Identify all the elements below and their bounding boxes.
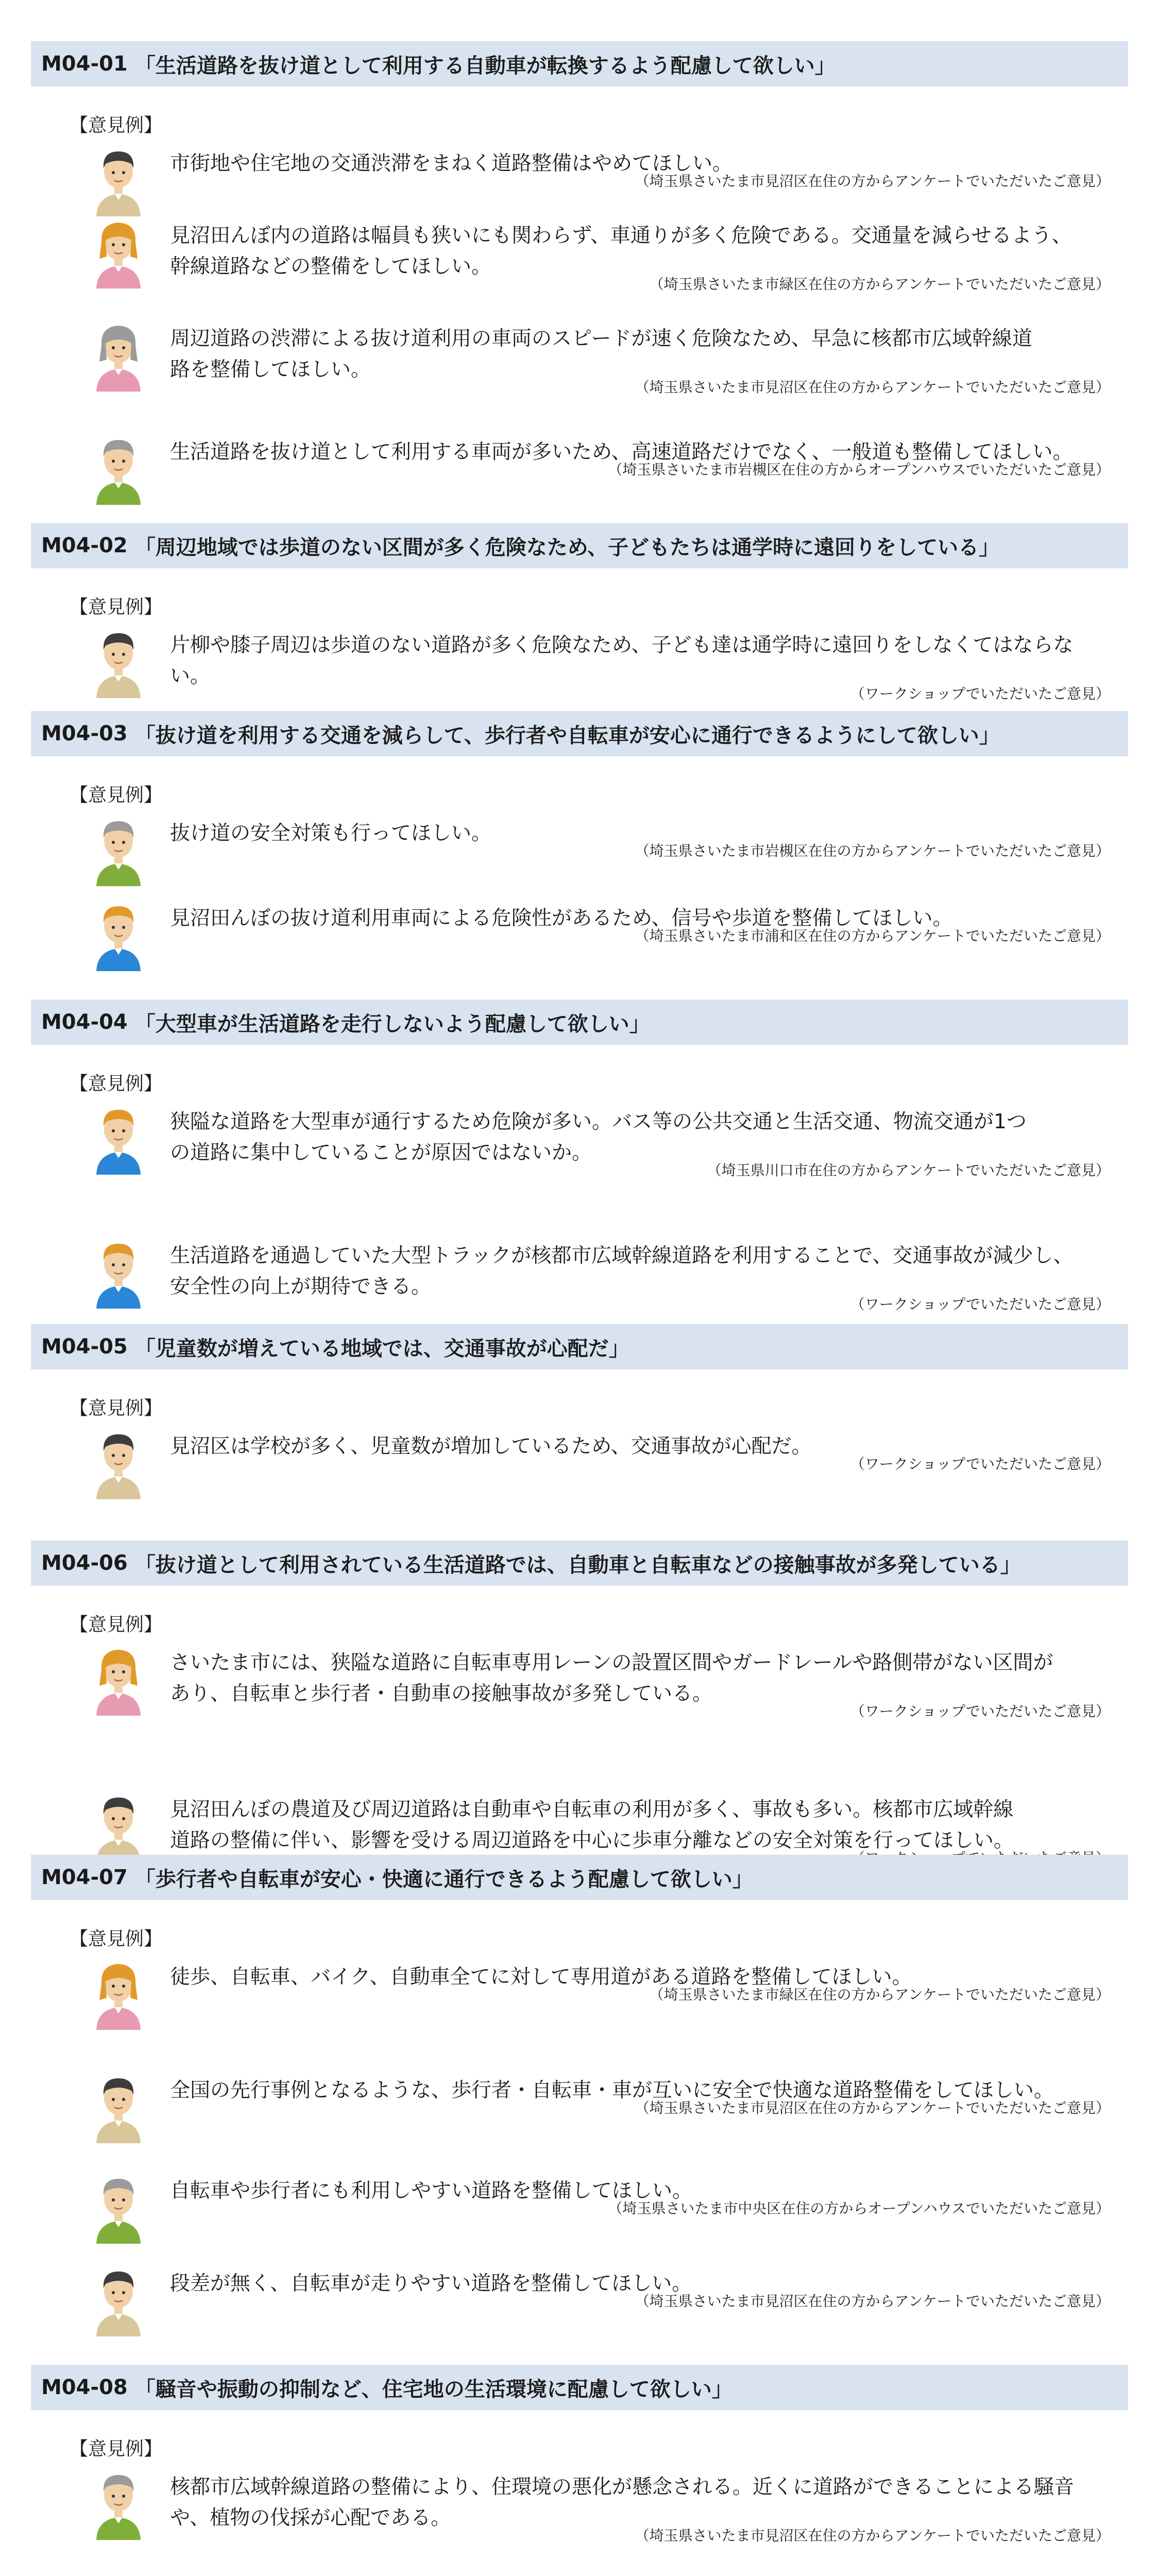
opinion-text-line: 見沼田んぼの抜け道利用車両による危険性があるため、信号や歩道を整備してほしい。 bbox=[170, 907, 953, 930]
opinion-text-line: 全国の先行事例となるような、歩行者・自転車・車が互いに安全で快適な道路整備をしてほしい。 bbox=[170, 2079, 1054, 2102]
woman-orange-hair-pink-shirt-avatar-icon bbox=[90, 216, 147, 289]
opinion-text-line: 路を整備してほしい。 bbox=[170, 358, 371, 381]
opinion-text-line: 見沼田んぼの農道及び周辺道路は自動車や自転車の利用が多く、事故も多い。核都市広域幹線 bbox=[170, 1798, 1014, 1821]
section-code: M04-07 bbox=[41, 1866, 128, 1889]
opinion-source: （埼玉県川口市在住の方からアンケートでいただいたご意見） bbox=[707, 1162, 1110, 1179]
opinion-source: （埼玉県さいたま市見沼区在住の方からアンケートでいただいたご意見） bbox=[635, 379, 1110, 396]
section-header bbox=[31, 1324, 1128, 1369]
opinion-text-line: 片柳や膝子周辺は歩道のない道路が多く危険なため、子ども達は通学時に遠回りをしなくてはならな bbox=[170, 634, 1073, 657]
section-title: 「大型車が生活道路を走行しないよう配慮して欲しい」 bbox=[134, 1012, 650, 1036]
opinion-source: （ワークショップでいただいたご意見） bbox=[850, 1296, 1110, 1313]
man-dark-hair-beige-shirt-avatar-icon bbox=[90, 2071, 147, 2143]
opinion-examples-label: 【意見例】 bbox=[70, 597, 163, 618]
woman-orange-hair-pink-shirt-avatar-icon bbox=[90, 1958, 147, 2030]
man-dark-hair-beige-shirt-avatar-icon bbox=[90, 2264, 147, 2336]
section-code: M04-02 bbox=[41, 534, 128, 557]
opinion-source: （埼玉県さいたま市見沼区在住の方からアンケートでいただいたご意見） bbox=[635, 2293, 1110, 2310]
opinion-text-line: 抜け道の安全対策も行ってほしい。 bbox=[170, 822, 492, 845]
section-header bbox=[31, 711, 1128, 756]
section-title: 「周辺地域では歩道のない区間が多く危険なため、子どもたちは通学時に遠回りをしている」 bbox=[134, 535, 1000, 560]
section-title: 「生活道路を抜け道として利用する自動車が転換するよう配慮して欲しい」 bbox=[134, 54, 836, 78]
opinion-text-line: さいたま市には、狭隘な道路に自転車専用レーンの設置区間やガードレールや路側帯がない区間が bbox=[170, 1651, 1053, 1674]
opinion-source: （埼玉県さいたま市岩槻区在住の方からオープンハウスでいただいたご意見） bbox=[608, 461, 1110, 478]
opinion-examples-label: 【意見例】 bbox=[70, 115, 163, 136]
opinion-source: （埼玉県さいたま市見沼区在住の方からアンケートでいただいたご意見） bbox=[635, 173, 1110, 190]
man-dark-hair-beige-shirt-avatar-icon bbox=[90, 144, 147, 216]
opinion-text-line: 徒歩、自転車、バイク、自動車全てに対して専用道がある道路を整備してほしい。 bbox=[170, 1965, 912, 1989]
opinion-text-line: 狭隘な道路を大型車が通行するため危険が多い。バス等の公共交通と生活交通、物流交通が1つ bbox=[170, 1110, 1027, 1133]
opinion-text-line: い。 bbox=[170, 665, 211, 688]
section-header bbox=[31, 1540, 1128, 1586]
opinion-text-line: 核都市広域幹線道路の整備により、住環境の悪化が懸念される。近くに道路ができることによる騒音 bbox=[170, 2476, 1075, 2499]
man-gray-hair-green-shirt-avatar-icon bbox=[90, 2468, 147, 2540]
section-code: M04-08 bbox=[41, 2376, 128, 2399]
section-header bbox=[31, 41, 1128, 87]
man-orange-hair-blue-shirt-avatar-icon bbox=[90, 899, 147, 971]
opinion-examples-label: 【意見例】 bbox=[70, 1073, 163, 1094]
section-header bbox=[31, 999, 1128, 1045]
man-gray-hair-green-shirt-avatar-icon bbox=[90, 814, 147, 886]
opinion-text-line: 自転車や歩行者にも利用しやすい道路を整備してほしい。 bbox=[170, 2179, 693, 2202]
section-code: M04-01 bbox=[41, 52, 128, 76]
opinion-source: （ワークショップでいただいたご意見） bbox=[850, 1455, 1110, 1472]
opinion-text-line: 生活道路を通過していた大型トラックが核都市広域幹線道路を利用することで、交通事故が減少し、 bbox=[170, 1244, 1073, 1267]
section-title: 「抜け道として利用されている生活道路では、自動車と自転車などの接触事故が多発している」 bbox=[134, 1553, 1021, 1577]
opinion-source: （埼玉県さいたま市見沼区在住の方からアンケートでいただいたご意見） bbox=[635, 2099, 1110, 2116]
opinion-examples-label: 【意見例】 bbox=[70, 785, 163, 806]
woman-orange-hair-pink-shirt-avatar-icon bbox=[90, 1643, 147, 1716]
opinion-source: （埼玉県さいたま市岩槻区在住の方からアンケートでいただいたご意見） bbox=[635, 842, 1110, 859]
section-title: 「抜け道を利用する交通を減らして、歩行者や自転車が安心に通行できるようにして欲しい」 bbox=[134, 723, 1000, 748]
opinion-examples-label: 【意見例】 bbox=[70, 1928, 163, 1950]
man-dark-hair-beige-shirt-avatar-icon bbox=[90, 1790, 147, 1862]
section-title: 「歩行者や自転車が安心・快適に通行できるよう配慮して欲しい」 bbox=[134, 1867, 753, 1891]
opinion-text-line: 市街地や住宅地の交通渋滞をまねく道路整備はやめてほしい。 bbox=[170, 152, 733, 175]
section-header bbox=[31, 2365, 1128, 2410]
opinion-text-line: 生活道路を抜け道として利用する車両が多いため、高速道路だけでなく、一般道も整備してほしい。 bbox=[170, 440, 1073, 464]
opinion-source: （埼玉県さいたま市緑区在住の方からアンケートでいただいたご意見） bbox=[649, 1986, 1110, 2003]
opinion-source: （埼玉県さいたま市見沼区在住の方からアンケートでいただいたご意見） bbox=[635, 2527, 1110, 2544]
opinion-examples-label: 【意見例】 bbox=[70, 1398, 163, 1419]
opinion-text-line: あり、自転車と歩行者・自動車の接触事故が多発している。 bbox=[170, 1682, 713, 1705]
section-title: 「児童数が増えている地域では、交通事故が心配だ」 bbox=[134, 1336, 629, 1361]
man-gray-hair-green-shirt-avatar-icon bbox=[90, 2172, 147, 2244]
section-code: M04-06 bbox=[41, 1551, 128, 1575]
section-code: M04-04 bbox=[41, 1010, 128, 1034]
opinion-examples-label: 【意見例】 bbox=[70, 2438, 163, 2460]
opinion-text-line: 見沼区は学校が多く、児童数が増加しているため、交通事故が心配だ。 bbox=[170, 1435, 812, 1458]
man-dark-hair-beige-shirt-avatar-icon bbox=[90, 1427, 147, 1499]
opinion-source: （埼玉県さいたま市緑区在住の方からアンケートでいただいたご意見） bbox=[649, 276, 1110, 293]
opinion-text-line: 道路の整備に伴い、影響を受ける周辺道路を中心に歩車分離などの安全対策を行ってほしい。 bbox=[170, 1829, 1014, 1852]
opinion-text-line: 見沼田んぼ内の道路は幅員も狭いにも関わらず、車通りが多く危険である。交通量を減らせるよう、 bbox=[170, 224, 1072, 247]
opinion-source: （埼玉県さいたま市浦和区在住の方からアンケートでいただいたご意見） bbox=[635, 927, 1110, 944]
man-orange-hair-blue-shirt-avatar-icon bbox=[90, 1236, 147, 1309]
section-code: M04-03 bbox=[41, 722, 128, 745]
opinion-source: （埼玉県さいたま市中央区在住の方からオープンハウスでいただいたご意見） bbox=[608, 2200, 1110, 2217]
woman-gray-hair-pink-shirt-avatar-icon bbox=[90, 319, 147, 392]
opinion-text-line: 段差が無く、自転車が走りやすい道路を整備してほしい。 bbox=[170, 2272, 692, 2295]
man-dark-hair-beige-shirt-avatar-icon bbox=[90, 626, 147, 698]
section-title: 「騒音や振動の抑制など、住宅地の生活環境に配慮して欲しい」 bbox=[134, 2377, 732, 2401]
opinion-text-line: 周辺道路の渋滞による抜け道利用の車両のスピードが速く危険なため、早急に核都市広域幹線道 bbox=[170, 327, 1032, 350]
section-header bbox=[31, 1855, 1128, 1900]
man-orange-hair-blue-shirt-avatar-icon bbox=[90, 1103, 147, 1175]
section-code: M04-05 bbox=[41, 1335, 128, 1359]
opinion-text-line: 幹線道路などの整備をしてほしい。 bbox=[170, 255, 492, 278]
opinion-source: （ワークショップでいただいたご意見） bbox=[850, 1703, 1110, 1720]
section-header bbox=[31, 523, 1128, 568]
opinion-text-line: や、植物の伐採が心配である。 bbox=[170, 2506, 451, 2530]
opinion-examples-label: 【意見例】 bbox=[70, 1614, 163, 1635]
opinion-text-line: の道路に集中していることが原因ではないか。 bbox=[170, 1141, 592, 1164]
man-gray-hair-green-shirt-avatar-icon bbox=[90, 433, 147, 505]
opinion-text-line: 安全性の向上が期待できる。 bbox=[170, 1275, 432, 1298]
opinion-source: （ワークショップでいただいたご意見） bbox=[850, 685, 1110, 702]
